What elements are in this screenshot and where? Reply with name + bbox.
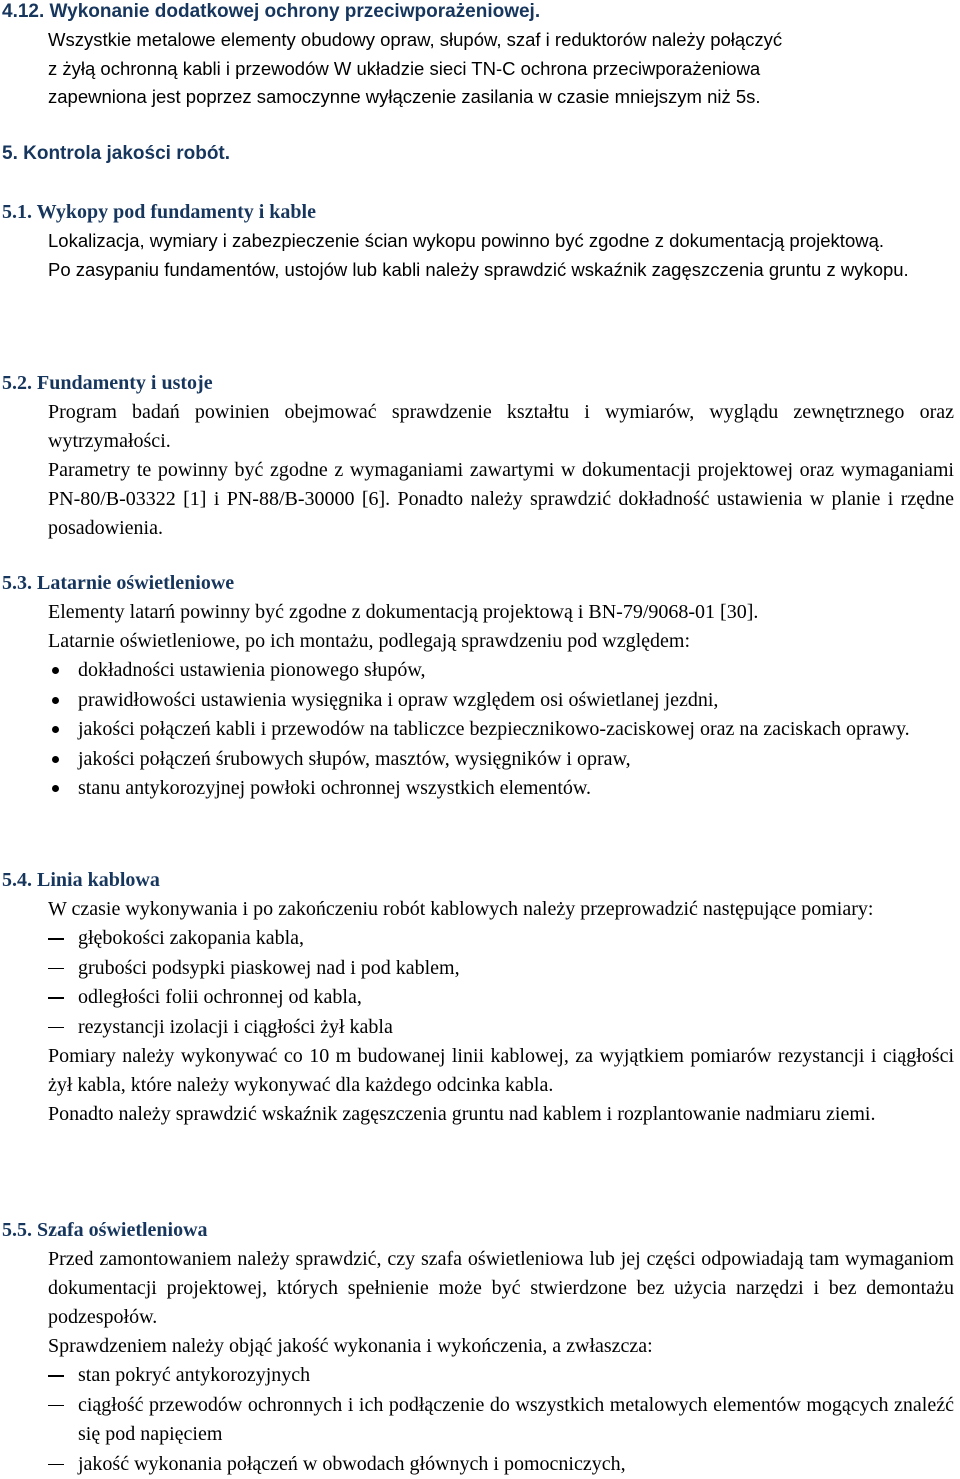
list-item: stanu antykorozyjnej powłoki ochronnej wszystkich elementów. — [48, 774, 954, 804]
section-5-1-para-2: Po zasypaniu fundamentów, ustojów lub kabli należy sprawdzić wskaźnik zagęszczenia gruntu z wykopu. — [48, 256, 954, 285]
section-5-5-para-1: Przed zamontowaniem należy sprawdzić, czy szafa oświetleniowa lub jej części odpowiadają tam wymaganiom dokumentacji projektowej, których spełnienie może być stwierdzone bez użycia narzędzi i bez demontażu podzespołów. — [48, 1245, 954, 1332]
section-5-4-para-2: Pomiary należy wykonywać co 10 m budowanej linii kablowej, za wyjątkiem pomiarów rezystancji i ciągłości żył kabla, które należy wykonywać dla każdego odcinka kabla. — [48, 1042, 954, 1100]
list-item: głębokości zakopania kabla, — [48, 924, 954, 954]
section-5-3 — [0, 569, 954, 804]
section-5-2-body — [0, 398, 954, 543]
section-4-12-line-1: Wszystkie metalowe elementy obudowy opraw, słupów, szaf i reduktorów należy połączyć — [48, 26, 954, 55]
section-4-12-line-2: z żyłą ochronną kabli i przewodów W układzie sieci TN-C ochrona przeciwporażeniowa — [48, 55, 954, 84]
section-5-title: 5. Kontrola jakości robót. — [0, 139, 954, 168]
section-5-3-para-2: Latarnie oświetleniowe, po ich montażu, podlegają sprawdzeniu pod względem: — [48, 627, 954, 656]
list-item: jakości połączeń śrubowych słupów, masztów, wysięgników i opraw, — [48, 745, 954, 775]
section-5-4-body — [0, 895, 954, 924]
section-5-1-body — [0, 227, 954, 284]
section-5-1-title: 5.1. Wykopy pod fundamenty i kable — [0, 198, 954, 227]
section-4-12 — [0, 0, 954, 112]
section-5-4-body-2 — [0, 1042, 954, 1129]
section-5-2-para-2: Parametry te powinny być zgodne z wymaganiami zawartymi w dokumentacji projektowej oraz wymaganiami PN-80/B-03322 [1] i PN-88/B-30000 [6]. Ponadto należy sprawdzić dokładność ustawienia w planie i rzędne posadowienia. — [48, 456, 954, 543]
section-4-12-body — [0, 26, 954, 112]
section-5-2 — [0, 369, 954, 543]
list-item: dokładności ustawienia pionowego słupów, — [48, 656, 954, 686]
section-5-2-para-1: Program badań powinien obejmować sprawdzenie kształtu i wymiarów, wyglądu zewnętrznego oraz wytrzymałości. — [48, 398, 954, 456]
section-5 — [0, 139, 954, 168]
list-item: odległości folii ochronnej od kabla, — [48, 983, 954, 1013]
section-5-1 — [0, 198, 954, 284]
list-item: grubości podsypki piaskowej nad i pod kablem, — [48, 954, 954, 984]
list-item: jakość wykonania połączeń w obwodach głównych i pomocniczych, — [48, 1450, 954, 1479]
section-5-4-title: 5.4. Linia kablowa — [0, 866, 954, 895]
section-5-4-para-1: W czasie wykonywania i po zakończeniu robót kablowych należy przeprowadzić następujące pomiary: — [48, 895, 954, 924]
section-5-5-para-2: Sprawdzeniem należy objąć jakość wykonania i wykończenia, a zwłaszcza: — [48, 1332, 954, 1361]
section-5-5-dash-list — [0, 1361, 954, 1479]
section-5-3-title: 5.3. Latarnie oświetleniowe — [0, 569, 954, 598]
section-5-3-body — [0, 598, 954, 656]
section-5-5 — [0, 1216, 954, 1479]
list-item: ciągłość przewodów ochronnych i ich podłączenie do wszystkich metalowych elementów mogących znaleźć się pod napięciem — [48, 1391, 954, 1450]
section-5-2-title: 5.2. Fundamenty i ustoje — [0, 369, 954, 398]
section-5-5-body — [0, 1245, 954, 1361]
list-item: stan pokryć antykorozyjnych — [48, 1361, 954, 1391]
section-5-4-para-3: Ponadto należy sprawdzić wskaźnik zagęszczenia gruntu nad kablem i rozplantowanie nadmiaru ziemi. — [48, 1100, 954, 1129]
section-5-1-para-1: Lokalizacja, wymiary i zabezpieczenie ścian wykopu powinno być zgodne z dokumentacją projektową. — [48, 227, 954, 256]
section-5-4-dash-list — [0, 924, 954, 1042]
section-4-12-line-3: zapewniona jest poprzez samoczynne wyłączenie zasilania w czasie mniejszym niż 5s. — [48, 83, 954, 112]
section-5-3-para-1: Elementy latarń powinny być zgodne z dokumentacją projektową i BN-79/9068-01 [30]. — [48, 598, 954, 627]
section-4-12-title: 4.12. Wykonanie dodatkowej ochrony przeciwporażeniowej. — [0, 0, 954, 26]
section-5-3-bullet-list — [0, 656, 954, 804]
list-item: jakości połączeń kabli i przewodów na tabliczce bezpiecznikowo-zaciskowej oraz na zaciskach oprawy. — [48, 715, 954, 745]
list-item: rezystancji izolacji i ciągłości żył kabla — [48, 1013, 954, 1043]
section-5-5-title: 5.5. Szafa oświetleniowa — [0, 1216, 954, 1245]
list-item: prawidłowości ustawienia wysięgnika i opraw względem osi oświetlanej jezdni, — [48, 686, 954, 716]
section-5-4 — [0, 866, 954, 1129]
